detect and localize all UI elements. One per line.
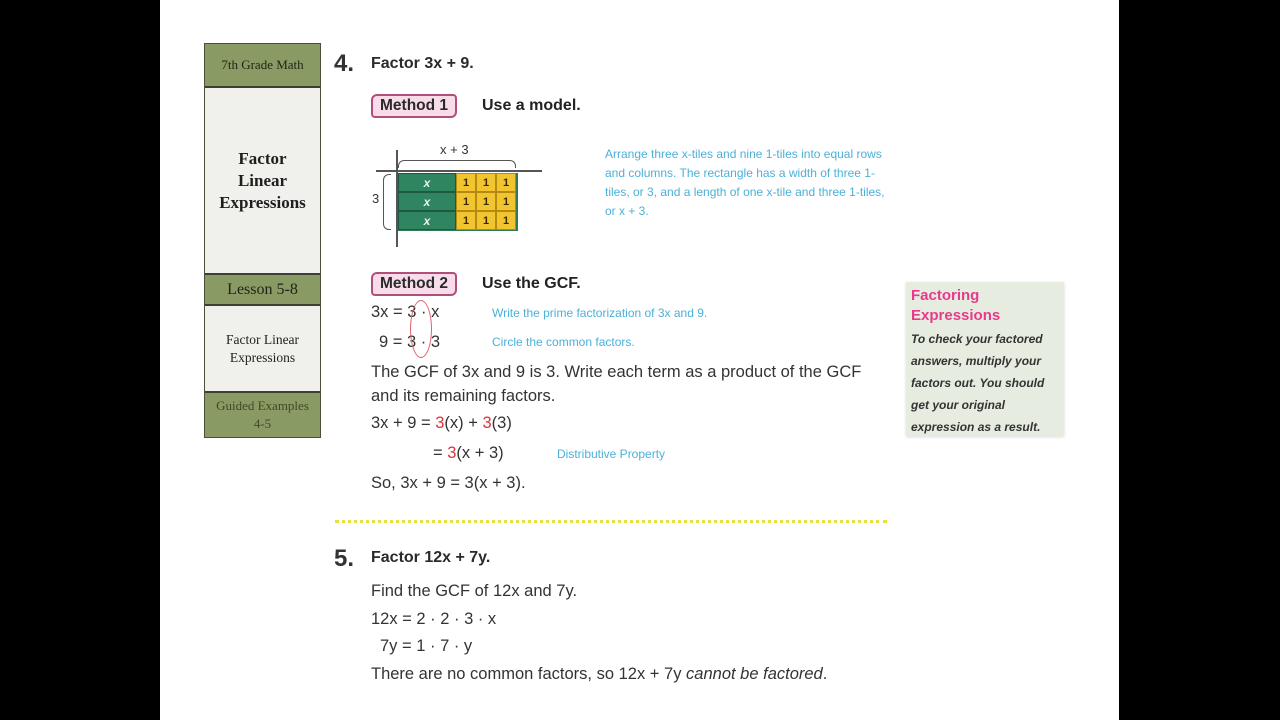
eq-lhs: 9 =: [379, 333, 403, 351]
model-axis-horizontal: [376, 170, 542, 172]
model-top-label: x + 3: [440, 142, 469, 157]
eq-rest: · 3: [420, 333, 441, 351]
method-1-badge: Method 1: [371, 94, 457, 118]
eq-gcf: 3: [407, 333, 417, 351]
lesson-subtitle: [205, 306, 320, 393]
one-tile: 1: [476, 211, 496, 230]
example-5-intro: Find the GCF of 12x and 7y.: [371, 582, 578, 600]
eq-term: (3): [491, 414, 512, 432]
one-tile: 1: [456, 173, 476, 192]
eq-lhs: 3x =: [371, 303, 403, 321]
step-2-equation: [433, 444, 504, 463]
model-side-label: 3: [372, 191, 380, 206]
algebra-tile-model: [398, 173, 518, 231]
method-2-badge: Method 2: [371, 272, 457, 296]
eq-gcf: 3: [447, 444, 457, 462]
eq-rest: · x: [421, 303, 440, 321]
tip-body: To check your factored answers, multiply your factors out. You should get your original expression as a result.: [911, 332, 1045, 434]
example-5-number: 5.: [334, 545, 355, 572]
lesson-title: [205, 88, 320, 275]
eq-gcf: 3: [435, 414, 445, 432]
method-1-description: Use a model.: [482, 97, 581, 114]
circle-note: Circle the common factors.: [492, 335, 635, 349]
lesson-sidebar: [204, 43, 321, 438]
one-tile: 1: [496, 211, 516, 230]
one-tile: 1: [476, 173, 496, 192]
example-4-title: Factor 3x + 9.: [371, 55, 474, 72]
example-5-conclusion: [371, 665, 827, 684]
factorization-12x: 12x = 2 · 2 · 3 · x: [371, 610, 497, 628]
step-1-equation: [371, 414, 512, 433]
conclusion-period: .: [822, 665, 828, 683]
x-tile: x: [398, 192, 456, 211]
common-factor-circle: [410, 300, 432, 358]
factorization-note: Write the prime factorization of 3x and 9.: [492, 306, 708, 320]
section-divider: [335, 520, 887, 523]
lesson-title-text: Factor Linear Expressions: [219, 148, 306, 212]
eq-lhs: =: [433, 444, 443, 462]
tip-title: Factoring Expressions: [911, 287, 1001, 324]
method-1-note: Arrange three x-tiles and nine 1-tiles into equal rows and columns. The rectangle has a width of three 1-tiles, or 3, and a length of one x-tile and three 1-tiles, or x + 3.: [605, 147, 885, 218]
one-tile: 1: [456, 211, 476, 230]
one-tile: 1: [476, 192, 496, 211]
section-label-text: Guided Examples 4-5: [216, 398, 309, 431]
one-tile: 1: [496, 173, 516, 192]
x-tile: x: [398, 173, 456, 192]
side-brace: [383, 174, 391, 230]
x-tile: x: [398, 211, 456, 230]
tip-sticky-note: [906, 282, 1064, 436]
method-2-description: Use the GCF.: [482, 275, 581, 292]
example-5-title: Factor 12x + 7y.: [371, 549, 491, 566]
example-4-number: 4.: [334, 50, 355, 77]
gcf-explanation: The GCF of 3x and 9 is 3. Write each term as a product of the GCF and its remaining factors.: [371, 363, 862, 405]
eq-gcf: 3: [407, 303, 417, 321]
eq-term: (x + 3): [456, 444, 504, 462]
example-4-conclusion: So, 3x + 9 = 3(x + 3).: [371, 474, 526, 492]
conclusion-emphasis: cannot be factored: [686, 665, 823, 683]
section-label: [205, 393, 320, 437]
course-label: 7th Grade Math: [205, 44, 320, 88]
conclusion-text: There are no common factors, so 12x + 7y: [371, 665, 682, 683]
factorization-7y: 7y = 1 · 7 · y: [380, 637, 473, 655]
eq-term: (x) +: [444, 414, 478, 432]
distributive-note: Distributive Property: [557, 447, 666, 461]
one-tile: 1: [456, 192, 476, 211]
one-tile: 1: [496, 192, 516, 211]
lesson-subtitle-text: Factor Linear Expressions: [225, 331, 300, 365]
lesson-number: Lesson 5-8: [205, 275, 320, 306]
eq-lhs: 3x + 9 =: [371, 414, 431, 432]
eq-gcf: 3: [482, 414, 492, 432]
top-brace: [398, 160, 516, 168]
